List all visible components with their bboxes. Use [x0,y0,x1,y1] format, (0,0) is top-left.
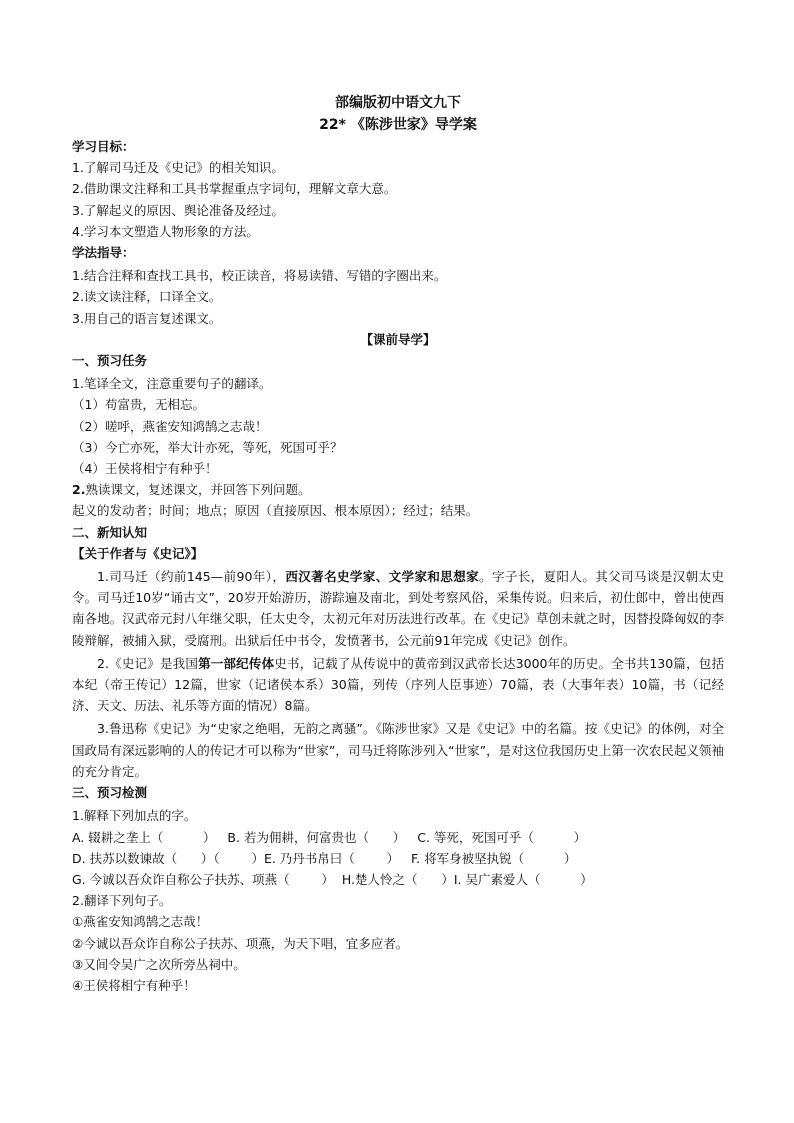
methods-heading: 学法指导： [72,245,135,261]
shiji-paragraph-rest: 史书，记载了从传说中的黄帝到汉武帝长达3000年的历史。全书共130篇，包括本纪（帝王传记）12篇，世家（记诸侯本系）30篇，列传（序列人臣事迹）70篇，表（大事年表）10篇，书（记经济、天文、历法、礼乐等方面的情况）8篇。 [72,655,724,714]
task1-q2-detail: 起义的发动者；时间；地点；原因（直接原因、根本原因）；经过；结果。 [72,503,479,519]
goals-heading: 学习目标： [72,139,135,154]
shiji-paragraph-start: 2.《史记》是我国 [97,655,199,671]
author-paragraph [72,566,724,651]
translate-sentence: ①燕雀安知鸿鹄之志哉！ [72,914,209,930]
page-title: 部编版初中语文九下 [335,95,461,111]
worksheet-page [72,92,724,996]
translate-sentence: ④王侯将相宁有种乎！ [72,977,196,993]
goal-item: 1.了解司马迁及《史记》的相关知识。 [72,160,284,176]
goal-item: 3.了解起义的原因、舆论准备及经过。 [72,202,284,218]
author-paragraph-rest: 。字子长，夏阳人。其父司马谈是汉朝太史令。司马迁10岁“诵古文”，20岁开始游历，游踪遍及南北，到处考察风俗，采集传说。归来后，初仕郎中，曾出使西南各地。汉武帝元封八年继父职，任太史令，太初元年对历法进行改革。在《史记》草创未就之时，因替投降匈奴的李陵辩解，被捕入狱，受腐刑。出狱后任中书令，发愤著书，公元前91年完成《史记》创作。 [72,569,724,648]
page-subtitle: 22* 《陈涉世家》导学案 [319,117,477,133]
goal-item: 2.借助课文注释和工具书掌握重点字词句，理解文章大意。 [72,181,397,197]
knowledge-heading: 二、新知认知 [72,524,148,540]
task1-intro: 1.笔译全文，注意重要句子的翻译。 [72,376,272,392]
method-item: 3.用自己的语言复述课文。 [72,310,222,326]
check-q2: 2.翻译下列句子。 [72,893,172,909]
luxun-paragraph: 3.鲁迅称《史记》为“史家之绝唱，无韵之离骚”。《陈涉世家》又是《史记》中的名篇。按《史记》的体例，对全国政局有深远影响的人的传记才可以称为“世家”，司马迁将陈涉列入“世家”，是对这位我国历史上第一次农民起义领袖的充分肯定。 [72,721,724,779]
author-paragraph-emphasis: 西汉著名史学家、文学家和思想家 [285,569,480,585]
knowledge-subheading: 【关于作者与《史记》】 [72,545,204,561]
check-q1: 1.解释下列加点的字。 [72,808,197,824]
translate-sentence: ②今诚以吾众诈自称公子扶苏、项燕，为天下唱，宜多应者。 [72,935,409,951]
translation-sentence: （1）苟富贵，无相忘。 [72,397,205,413]
translation-sentence: （4）王侯将相宁有种乎！ [72,461,218,477]
shiji-paragraph [72,653,724,717]
section-banner: 【课前导学】 [360,331,436,347]
translation-sentence: （2）嗟呼，燕雀安知鸿鹄之志哉！ [72,418,268,434]
task1-q2-text: 熟读课文，复述课文，并回答下列问题。 [85,482,311,498]
method-item: 1.结合注释和查找工具书，校正读音，将易读错、写错的字圈出来。 [72,268,447,284]
method-item: 2.读文读注释，口译全文。 [72,289,222,305]
fill-blank-row[interactable]: D. 扶苏以数谏故（ ）（ ）E. 乃丹书帛曰（ ） F. 将军身被坚执锐（ ） [72,850,577,866]
task1-q2 [72,479,724,500]
fill-blank-row[interactable]: G. 今诚以吾众诈自称公子扶苏、项燕（ ） H.楚人怜之（ ）I. 吴广素爱人（ ） [72,871,593,887]
goal-item: 4.学习本文塑造人物形象的方法。 [72,223,259,239]
translate-sentence: ③又间令吴广之次所旁丛祠中。 [72,956,246,972]
author-paragraph-start: 1.司马迁（约前145—前90年）， [97,569,286,585]
task1-heading: 一、预习任务 [72,353,148,369]
shiji-paragraph-emphasis: 第一部纪传体 [198,655,275,671]
translation-sentence: （3）今亡亦死，举大计亦死，等死，死国可乎？ [72,439,343,455]
check-heading: 三、预习检测 [72,785,148,801]
task1-q2-number: 2. [72,482,86,498]
fill-blank-row[interactable]: A. 辍耕之垄上（ ） B. 若为佣耕，何富贵也（ ） C. 等死，死国可乎（ ） [72,829,587,845]
